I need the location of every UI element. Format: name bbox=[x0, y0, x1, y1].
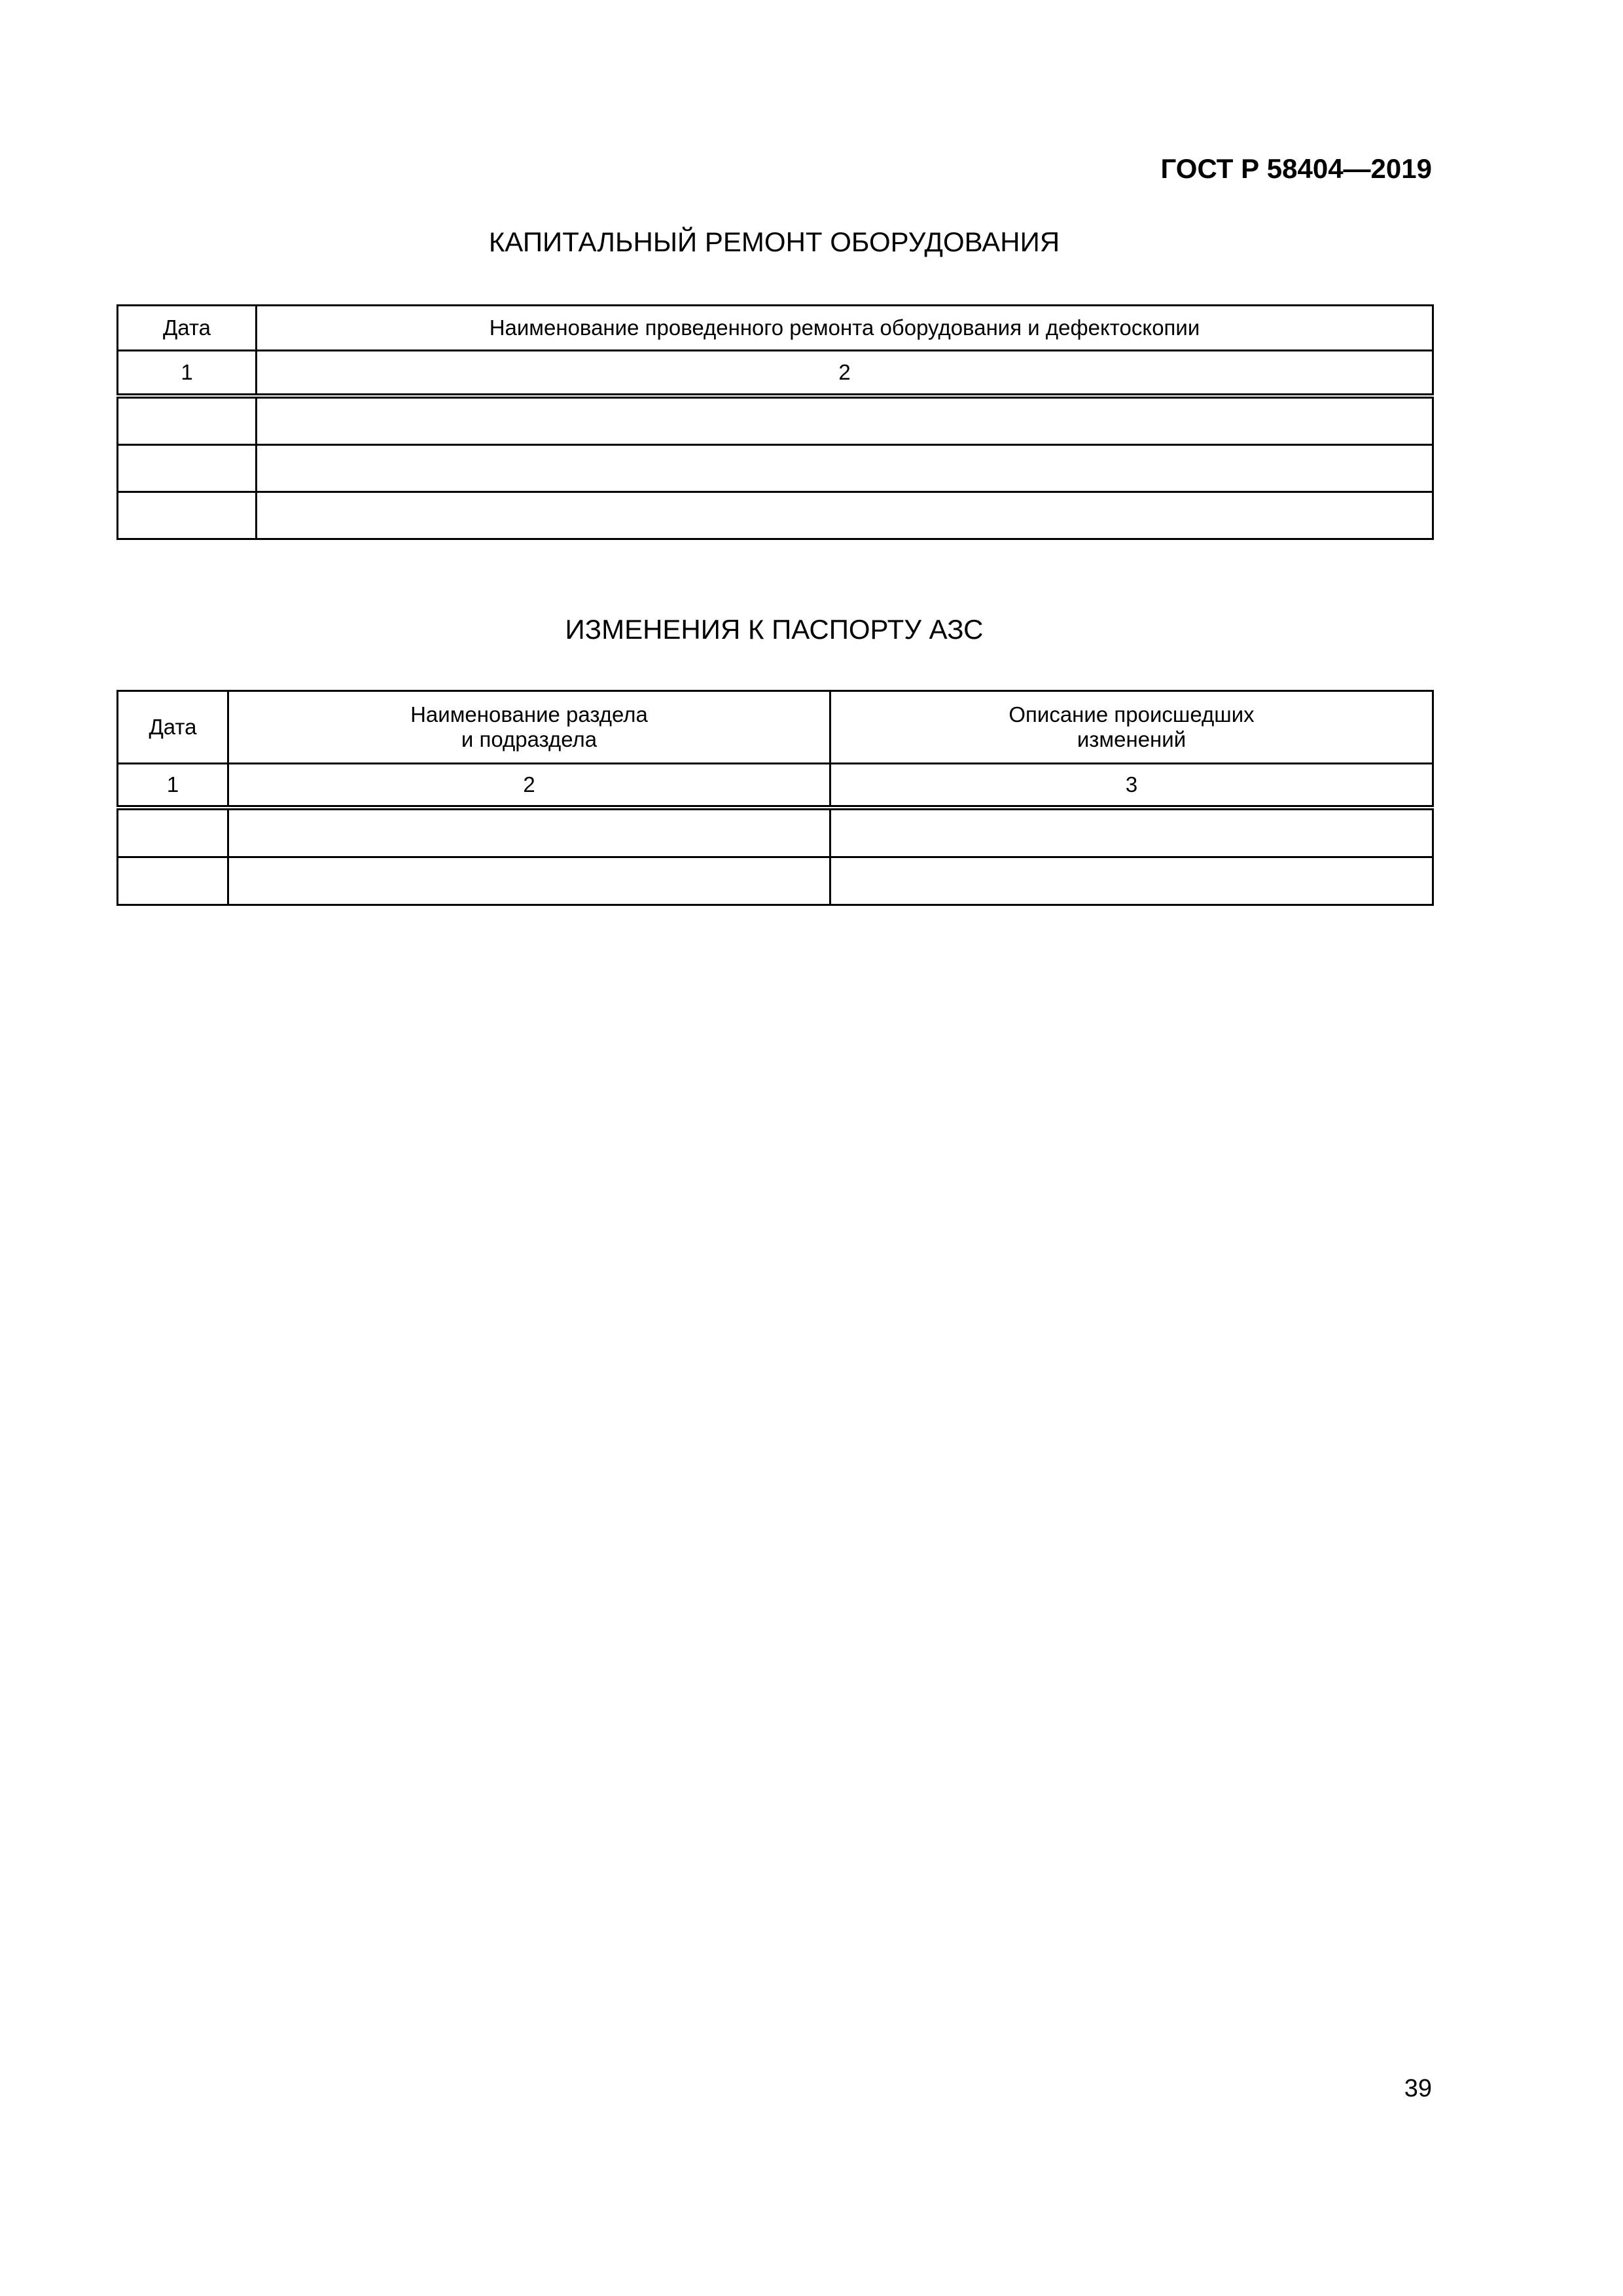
table-cell-date[interactable] bbox=[118, 492, 257, 539]
table-cell-repair-name[interactable] bbox=[257, 396, 1433, 445]
column-header-repair-name: Наименование проведенного ремонта оборудования и дефектоскопии bbox=[257, 306, 1433, 351]
column-number-1: 1 bbox=[118, 351, 257, 397]
passport-changes-table bbox=[116, 690, 1434, 906]
section-title-capital-repair: КАПИТАЛЬНЫЙ РЕМОНТ ОБОРУДОВАНИЯ bbox=[488, 226, 1060, 257]
column-header-change-description-line1: Описание происшедших bbox=[1008, 702, 1255, 726]
table-row bbox=[118, 445, 1433, 492]
table-row bbox=[118, 808, 1433, 857]
column-number-3: 3 bbox=[830, 764, 1433, 808]
table-cell-section-name[interactable] bbox=[228, 857, 830, 905]
column-header-section-name bbox=[228, 691, 830, 764]
page-number: 39 bbox=[1404, 2075, 1432, 2102]
table-cell-repair-name[interactable] bbox=[257, 445, 1433, 492]
table-cell-change-description[interactable] bbox=[830, 808, 1433, 857]
column-header-section-name-line2: и подраздела bbox=[461, 727, 597, 751]
column-header-change-description-line2: изменений bbox=[1077, 727, 1186, 751]
column-header-date: Дата bbox=[118, 691, 228, 764]
table-cell-date[interactable] bbox=[118, 445, 257, 492]
table-row bbox=[118, 492, 1433, 539]
column-number-row bbox=[118, 351, 1433, 397]
table-row bbox=[118, 396, 1433, 445]
table-header-row bbox=[118, 306, 1433, 351]
table-row bbox=[118, 857, 1433, 905]
table-header-row bbox=[118, 691, 1433, 764]
column-number-1: 1 bbox=[118, 764, 228, 808]
capital-repair-table bbox=[116, 304, 1434, 540]
column-header-section-name-line1: Наименование раздела bbox=[410, 702, 648, 726]
table-cell-date[interactable] bbox=[118, 857, 228, 905]
table-cell-repair-name[interactable] bbox=[257, 492, 1433, 539]
section-title-passport-changes: ИЗМЕНЕНИЯ К ПАСПОРТУ АЗС bbox=[565, 614, 984, 645]
document-code: ГОСТ Р 58404—2019 bbox=[1160, 153, 1432, 184]
column-header-date: Дата bbox=[118, 306, 257, 351]
column-number-row bbox=[118, 764, 1433, 808]
table-cell-section-name[interactable] bbox=[228, 808, 830, 857]
table-cell-change-description[interactable] bbox=[830, 857, 1433, 905]
column-header-change-description bbox=[830, 691, 1433, 764]
column-number-2: 2 bbox=[228, 764, 830, 808]
table-cell-date[interactable] bbox=[118, 808, 228, 857]
table-cell-date[interactable] bbox=[118, 396, 257, 445]
column-number-2: 2 bbox=[257, 351, 1433, 397]
